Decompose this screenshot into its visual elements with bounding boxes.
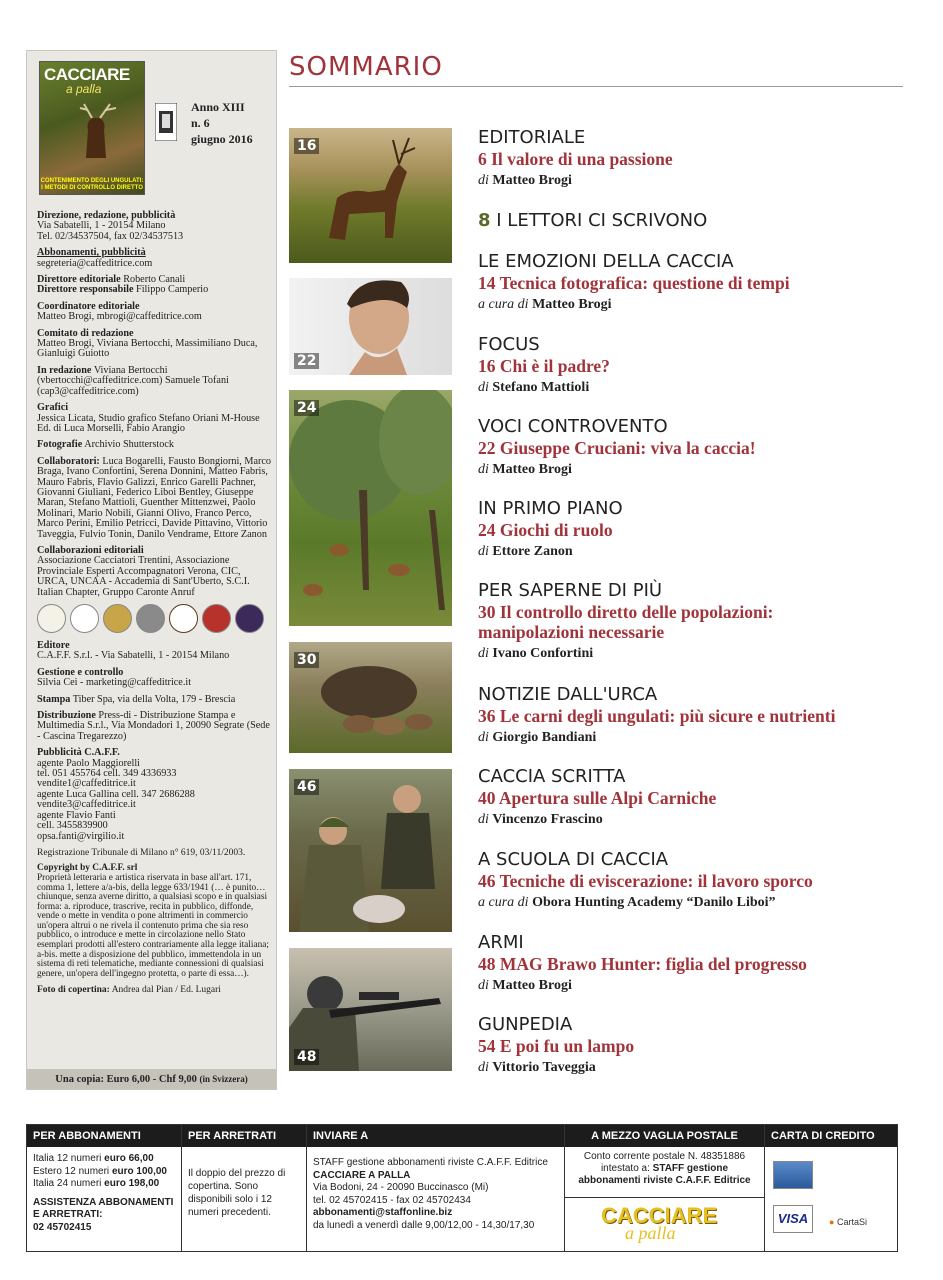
article-author: di Matteo Brogi [478, 173, 572, 188]
article-author: di Ivano Confortini [478, 646, 594, 661]
toc-entry[interactable] [478, 334, 908, 398]
article-title: 46 Tecniche di eviscerazione: il lavoro sporco [478, 871, 813, 891]
section-label: LE EMOZIONI DELLA CACCIA [478, 251, 734, 272]
copy-price: Una copia: Euro 6,00 - Chf 9,00 (in Svizzera) [27, 1069, 276, 1089]
cartasi-logo: ● CartaSi [829, 1217, 867, 1227]
article-author: di Matteo Brogi [478, 978, 572, 993]
photo-rifle [289, 948, 452, 1071]
article-author: di Stefano Mattioli [478, 380, 590, 395]
credit-registrazione: Registrazione Tribunale di Milano n° 619, 03/11/2003. [37, 847, 246, 858]
article-title: 36 Le carni degli ungulati: più sicure e nutrienti [478, 706, 836, 726]
photo-deer [289, 128, 452, 263]
cover-image [39, 61, 145, 195]
photo-page-number: 16 [294, 138, 319, 154]
toc-entry[interactable] [478, 684, 908, 748]
credit-comitato: Comitato di redazione Matteo Brogi, Viviana Bertocchi, Massimiliano Duca, Gianluigi Guiotto [37, 327, 258, 360]
association-seal-icon [136, 604, 165, 633]
toc-entry[interactable] [478, 932, 908, 996]
article-title: 48 MAG Brawo Hunter: figlia del progresso [478, 954, 807, 974]
cover-title: CACCIARE [44, 65, 130, 84]
section-label: IN PRIMO PIANO [478, 498, 623, 519]
column-header: INVIARE A [307, 1125, 564, 1147]
credit-copertina: Foto di copertina: Andrea dal Pian / Ed. Lugari [37, 985, 221, 996]
credit-collaboratori: Collaboratori: Luca Bogarelli, Fausto Bongiorni, Marco Braga, Ivano Confortini, Serena Donnini, Matteo Fabris, Mauro Fabris, Flavio Galizzi, Enrico Garelli Pachner, Giovanni Giuliani, Federico Liboi Bentley, Giuseppe Maran, Stefano Mattioli, Guenther Mittenzwei, Paolo Molinari, Mario Nobili, Gianni Olivo, Franco Perco, Marco Perini, Emilio Petricci, Davide Pittavino, Vittorio Taveggia, Fulvio Tonin, Danilo Vendrame, Ettore Zanon [37, 455, 271, 540]
article-author: di Vincenzo Frascino [478, 812, 603, 827]
article-author: di Giorgio Bandiani [478, 730, 597, 745]
article-title: 30 Il controllo diretto delle popolazioni: manipolazioni necessarie [478, 602, 774, 642]
credit-editore: Editore C.A.F.F. S.r.l. - Via Sabatelli, 1 - 20154 Milano [37, 640, 230, 662]
toc-entry[interactable] [478, 766, 908, 830]
toc-entry[interactable] [478, 210, 908, 232]
article-author: di Ettore Zanon [478, 544, 573, 559]
section-label: FOCUS [478, 334, 540, 355]
article-author: di Matteo Brogi [478, 462, 572, 477]
credit-coordinatore: Coordinatore editoriale Matteo Brogi, mbrogi@caffeditrice.com [37, 300, 202, 323]
credit-pubblicita: Pubblicità C.A.F.F. agente Paolo Maggiorelli tel. 051 455764 cell. 349 4336933 vendite1@caffeditrice.it agente Luca Gallina cell. 347 2686288 vendite3@caffeditrice.it agente Flavio Fanti cell. 3455839900 opsa.fanti@virgilio.it [37, 747, 195, 842]
section-label: ARMI [478, 932, 524, 953]
article-author: di Vittorio Taveggia [478, 1060, 596, 1075]
credit-gestione: Gestione e controllo Silvia Cei - marketing@caffeditrice.it [37, 666, 192, 689]
photo-olive-grove [289, 390, 452, 626]
price-line: Italia 12 numeri euro 66,00 [33, 1153, 154, 1164]
masthead-panel [26, 50, 277, 1090]
section-label: PER SAPERNE DI PIÙ [478, 580, 663, 601]
photo-page-number: 24 [294, 400, 319, 416]
toc-entry[interactable] [478, 251, 908, 315]
magazine-logo: CACCIARE [601, 1203, 718, 1228]
article-title: 22 Giuseppe Cruciani: viva la caccia! [478, 438, 756, 458]
credit-copyright: Copyright by C.A.F.F. srl Proprietà letteraria e artistica riservata in base all'art. 171, comma 1, lettere a/a-bis, della legge 633/1941 (… è punito… chiunque, senza averne diritto, a qualsiasi scopo e in qualsiasi forma: a. riproduce, trascrive, recita in pubblico, diffonde, vende o mette in vendita o pone altrimenti in commercio un'opera altrui o ne rivela il contenuto prima che sia reso pubblico, o introduce e mette in circolazione nello Stato esemplari prodotti all'estero contrariamente alla legge italiana; a-bis. mette a disposizione del pubblico, immettendola in un sistema di reti telematiche, mediante connessioni di qualsiasi genere, un'opera dell'ingegno protetta, o parte di essa…). [37, 863, 269, 979]
publisher-logo [155, 103, 177, 141]
price-line: Estero 12 numeri euro 100,00 [33, 1165, 167, 1177]
grove-icon [289, 390, 452, 626]
toc-entry[interactable] [478, 127, 908, 191]
cover-subtitle: a palla [66, 82, 102, 96]
photo-page-number: 30 [294, 652, 319, 668]
association-logos [37, 604, 273, 633]
issue-year: Anno XIII [191, 100, 245, 114]
credit-abbonamenti: Abbonamenti, pubblicità segreteria@caffeditrice.com [37, 247, 153, 269]
column-header: PER ABBONAMENTI [27, 1125, 181, 1147]
magazine-logo-sub: a palla [625, 1223, 676, 1243]
article-title: 24 Giochi di ruolo [478, 520, 613, 540]
article-author: a cura di Matteo Brogi [478, 297, 612, 312]
article-title: 14 Tecnica fotografica: questione di tempi [478, 273, 790, 293]
assistance-label: ASSISTENZA ABBONAMENTI E ARRETRATI: [33, 1196, 174, 1220]
credit-grafici: Grafici Jessica Licata, Studio grafico Stefano Oriani M-House Ed. di Luca Morselli, Fabio Arangio [37, 402, 260, 434]
association-seal-icon [169, 604, 198, 633]
photo-page-number: 48 [294, 1049, 319, 1065]
photo-page-number: 22 [294, 353, 319, 369]
page-title: SOMMARIO [289, 52, 443, 82]
article-author: a cura di Obora Hunting Academy “Danilo Liboi” [478, 895, 776, 910]
credits [37, 211, 273, 1002]
credit-direttori: Direttore editoriale Roberto Canali Direttore responsabile Filippo Camperio [37, 274, 209, 296]
association-seal-icon [202, 604, 231, 633]
toc-entry[interactable] [478, 416, 908, 480]
back-issues-column [182, 1125, 307, 1251]
issue-date: giugno 2016 [191, 132, 253, 146]
section-label: 8 I LETTORI CI SCRIVONO [478, 210, 708, 231]
send-to-column [307, 1125, 565, 1251]
section-label: VOCI CONTROVENTO [478, 416, 668, 437]
section-label: EDITORIALE [478, 127, 586, 148]
section-label: CACCIA SCRITTA [478, 766, 626, 787]
association-seal-icon [37, 604, 66, 633]
column-header: A MEZZO VAGLIA POSTALE [565, 1125, 764, 1147]
credit-card-column [765, 1125, 897, 1251]
visa-card-icon: VISA [773, 1205, 813, 1233]
photo-hunters [289, 769, 452, 932]
back-issues-text: Il doppio del prezzo di copertina. Sono disponibili solo i 12 numeri precedenti. [188, 1168, 286, 1218]
title-divider [289, 86, 903, 87]
subscription-box [26, 1124, 898, 1252]
amex-card-icon [773, 1161, 813, 1189]
cover-bottom-text: CONTENIMENTO DEGLI UNGULATI: I METODI DI CONTROLLO DIRETTO [40, 178, 144, 191]
credit-fotografie: Fotografie Archivio Shutterstock [37, 439, 174, 451]
price-line: Italia 24 numeri euro 198,00 [33, 1178, 160, 1189]
association-seal-icon [235, 604, 264, 633]
subscription-prices [27, 1147, 181, 1240]
column-header: PER ARRETRATI [182, 1125, 306, 1147]
postal-text: Conto corrente postale N. 48351886 intestato a: STAFF gestione abbonamenti riviste C.A.F.F. Editrice [578, 1151, 751, 1186]
credit-stampa: Stampa Tiber Spa, via della Volta, 179 - Brescia [37, 693, 236, 705]
toc-entry[interactable] [478, 849, 908, 913]
article-title: 16 Chi è il padre? [478, 356, 610, 376]
article-title: 6 Il valore di una passione [478, 149, 673, 169]
association-seal-icon [103, 604, 132, 633]
credit-redazione: In redazione Viviana Bertocchi (vbertocchi@caffeditrice.com) Samuele Tofani (cap3@caffeditrice.com) [37, 364, 229, 397]
section-label: NOTIZIE DALL'URCA [478, 684, 658, 705]
credit-collaborazioni: Collaborazioni editoriali Associazione Cacciatori Trentini, Associazione Provinciale Esperti Accompagnatori Verona, CIC, URCA, UNCAA - Accademia di Sant'Uberto, S.C.I. Italian Chapter, Gruppo Caronte Anruf [37, 544, 250, 598]
section-label: GUNPEDIA [478, 1014, 573, 1035]
send-to-address: STAFF gestione abbonamenti riviste C.A.F.F. Editrice CACCIARE A PALLA Via Bodoni, 24 - 20090 Buccinasco (Mi) tel. 02 45702415 - fax 02 45702434 abbonamenti@staffonline.biz da lunedì a venerdì dalle 9,00/12,00 - 14,30/17,30 [313, 1157, 548, 1231]
postal-column [565, 1125, 765, 1251]
toc-entry[interactable] [478, 498, 908, 562]
credit-direzione: Direzione, redazione, pubblicità Via Sabatelli, 1 - 20154 Milano Tel. 02/34537504, fax 02/34537513 [37, 210, 184, 242]
column-header: CARTA DI CREDITO [765, 1125, 897, 1147]
stag-silhouette [66, 100, 126, 158]
assistance-phone: 02 45702415 [33, 1221, 92, 1233]
issue-number: n. 6 [191, 116, 210, 130]
article-title: 40 Apertura sulle Alpi Carniche [478, 788, 717, 808]
photo-wild-boar [289, 642, 452, 753]
photo-page-number: 46 [294, 779, 319, 795]
subscription-column [27, 1125, 182, 1251]
issue-info [191, 99, 253, 147]
toc-entry[interactable] [478, 580, 908, 664]
photo-portrait [289, 278, 452, 375]
section-label: A SCUOLA DI CACCIA [478, 849, 669, 870]
credit-distribuzione: Distribuzione Press-di - Distribuzione Stampa e Multimedia S.r.l., Via Mondadori 1, 20090 Segrate (Sede - Cascina Tregarezzo) [37, 710, 270, 742]
article-title: 54 E poi fu un lampo [478, 1036, 635, 1056]
toc-entry[interactable] [478, 1014, 908, 1078]
association-seal-icon [70, 604, 99, 633]
